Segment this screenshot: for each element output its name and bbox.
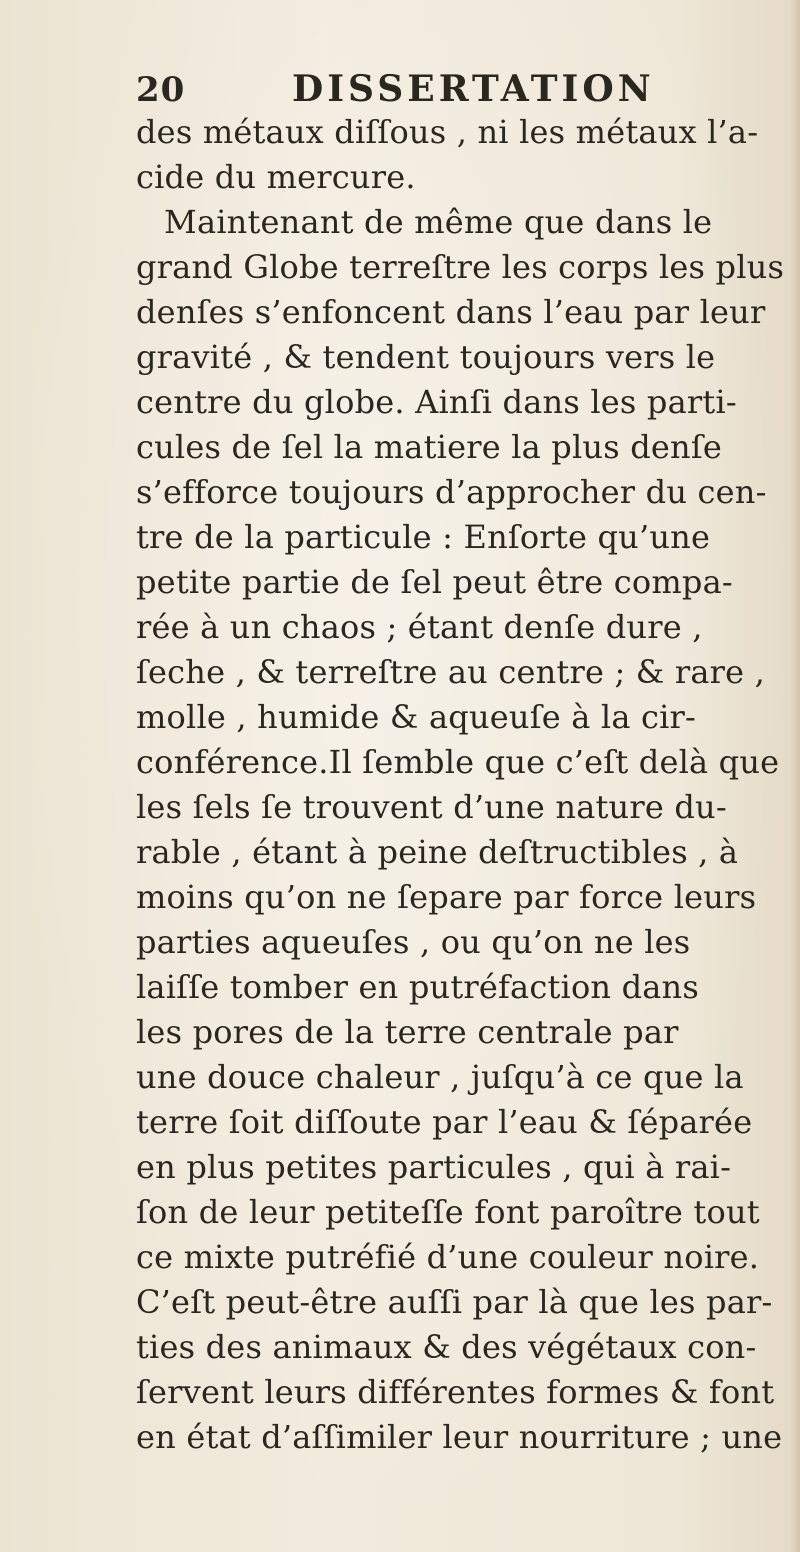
page-header xyxy=(136,62,696,110)
text-line: ce mixte putréfié d’une couleur noire. xyxy=(136,1238,760,1276)
text-line: ſon de leur petiteſſe font paroître tout xyxy=(136,1193,760,1231)
text-line: s’efforce toujours d’approcher du cen- xyxy=(136,473,767,511)
text-line: une douce chaleur , juſqu’à ce que la xyxy=(136,1058,744,1096)
text-line: molle , humide & aqueuſe à la cir- xyxy=(136,698,697,736)
running-head: DISSERTATION xyxy=(292,68,655,110)
text-line: en état d’aſſimiler leur nourriture ; une xyxy=(136,1418,783,1456)
text-line: en plus petites particules , qui à rai- xyxy=(136,1148,732,1186)
text-line: des métaux diſſous , ni les métaux l’a- xyxy=(136,113,759,151)
text-line: ſervent leurs différentes formes & font xyxy=(136,1373,775,1411)
text-line: les ſels ſe trouvent d’une nature du- xyxy=(136,788,727,826)
page-number: 20 xyxy=(136,70,186,110)
text-line: terre ſoit diſſoute par l’eau & ſéparée xyxy=(136,1103,753,1141)
text-line: denſes s’enfoncent dans l’eau par leur xyxy=(136,293,766,331)
text-line: centre du globe. Ainſi dans les parti- xyxy=(136,383,737,421)
text-line: tre de la particule : Enſorte qu’une xyxy=(136,518,711,556)
text-line: petite partie de ſel peut être compa- xyxy=(136,563,733,601)
text-line: moins qu’on ne ſepare par force leurs xyxy=(136,878,757,916)
text-line: laiſſe tomber en putréfaction dans xyxy=(136,968,699,1006)
body-text xyxy=(136,110,796,1460)
text-line: gravité , & tendent toujours vers le xyxy=(136,338,716,376)
text-line: rable , étant à peine deſtructibles , à xyxy=(136,833,739,871)
text-line: conférence.Il ſemble que c’eſt delà que xyxy=(136,743,780,781)
text-line: C’eſt peut-être auſſi par là que les par- xyxy=(136,1283,773,1321)
text-line: ſeche , & terreſtre au centre ; & rare , xyxy=(136,653,766,691)
text-line: les pores de la terre centrale par xyxy=(136,1013,679,1051)
text-line: parties aqueuſes , ou qu’on ne les xyxy=(136,923,691,961)
text-line: grand Globe terreſtre les corps les plus xyxy=(136,248,785,286)
text-line: rée à un chaos ; étant denſe dure , xyxy=(136,608,703,646)
text-line: cules de ſel la matiere la plus denſe xyxy=(136,428,723,466)
text-line: Maintenant de même que dans le xyxy=(164,203,713,241)
text-line: cide du mercure. xyxy=(136,158,416,196)
text-line: ties des animaux & des végétaux con- xyxy=(136,1328,757,1366)
